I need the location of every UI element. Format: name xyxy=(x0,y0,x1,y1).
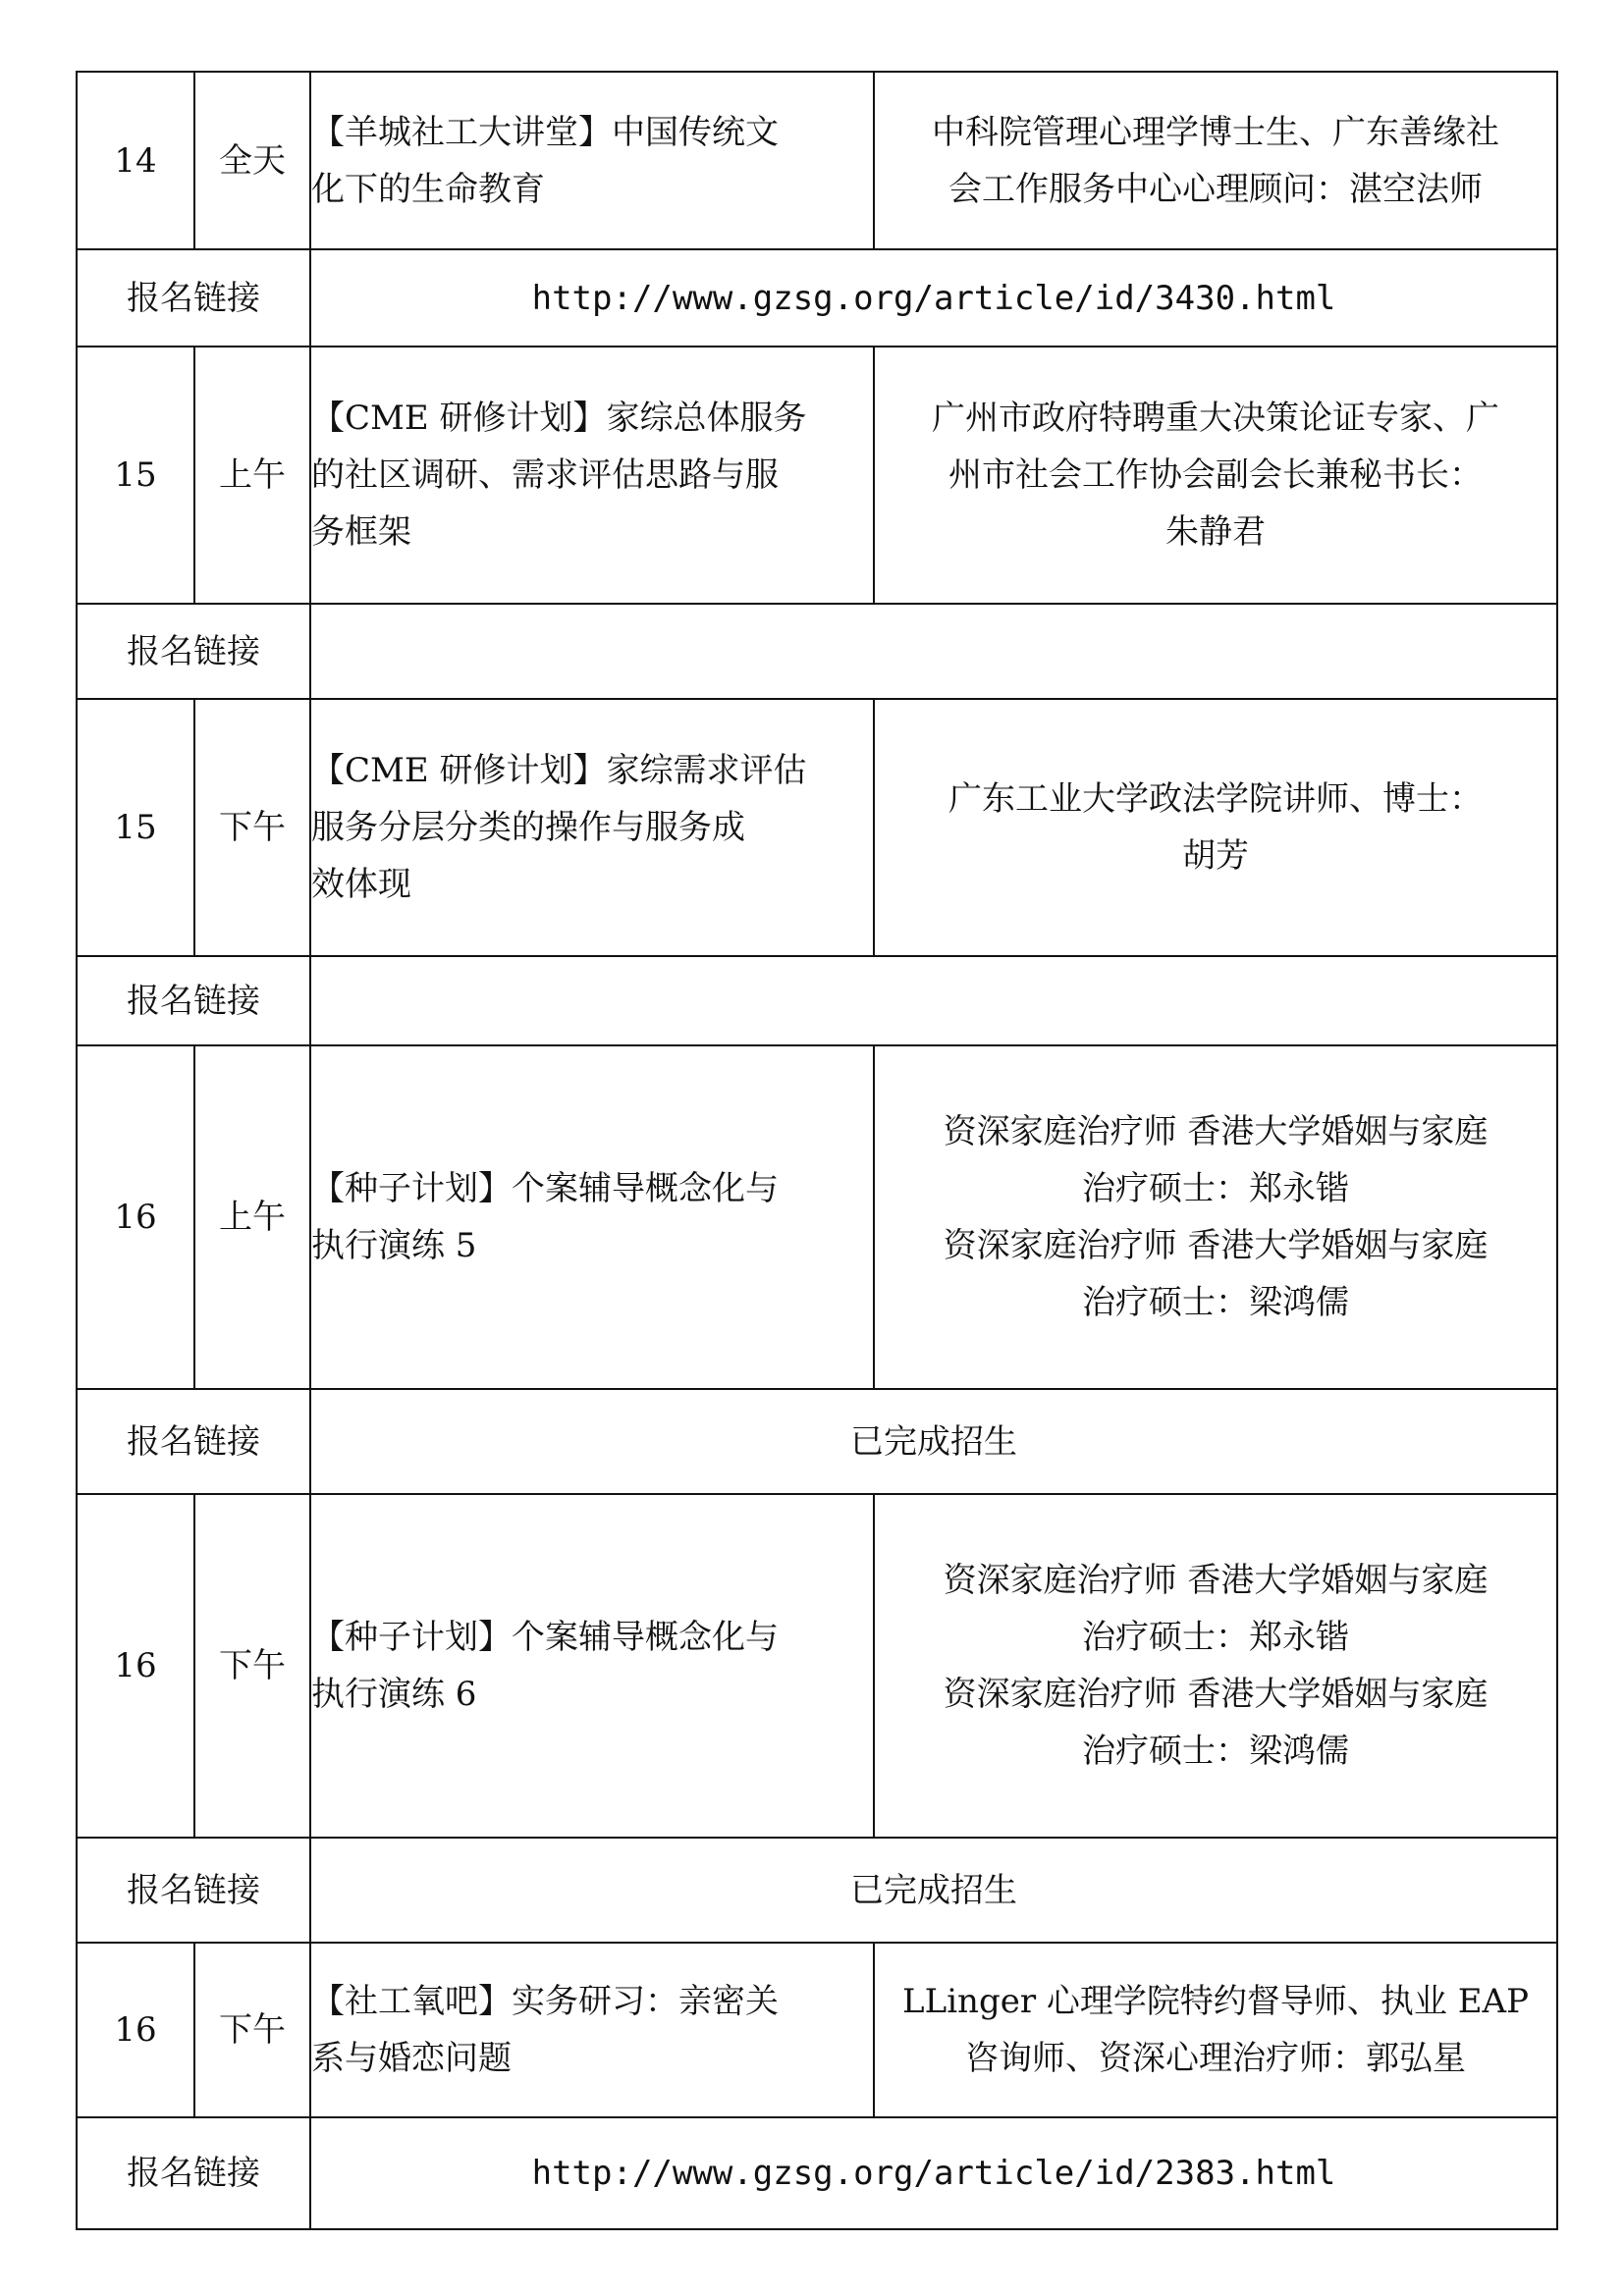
speaker-line: 咨询师、资深心理治疗师：郭弘星 xyxy=(965,2039,1466,2078)
session-row xyxy=(77,347,1557,604)
session-title xyxy=(310,699,874,956)
registration-link[interactable]: http://www.gzsg.org/article/id/3430.html xyxy=(310,249,1557,347)
title-line: 的社区调研、需求评估思路与服 xyxy=(311,455,779,495)
session-speaker xyxy=(874,72,1557,249)
session-day: 16 xyxy=(77,1494,194,1838)
speaker-line: 治疗硕士：梁鸿儒 xyxy=(1082,1732,1349,1771)
title-line: 执行演练 5 xyxy=(311,1226,477,1265)
session-day: 15 xyxy=(77,347,194,604)
link-row xyxy=(77,2117,1557,2229)
session-row xyxy=(77,1494,1557,1838)
session-speaker xyxy=(874,347,1557,604)
registration-status: 已完成招生 xyxy=(310,1389,1557,1494)
session-time: 上午 xyxy=(194,1045,310,1389)
speaker-line: 州市社会工作协会副会长兼秘书长： xyxy=(948,455,1483,495)
session-title xyxy=(310,72,874,249)
title-line: 系与婚恋问题 xyxy=(311,2039,512,2078)
speaker-line: 治疗硕士：郑永锴 xyxy=(1082,1618,1349,1657)
session-title xyxy=(310,1943,874,2117)
link-row xyxy=(77,956,1557,1045)
link-label: 报名链接 xyxy=(77,249,310,347)
link-label: 报名链接 xyxy=(77,604,310,699)
session-day: 14 xyxy=(77,72,194,249)
registration-status: 已完成招生 xyxy=(310,1838,1557,1943)
registration-link[interactable] xyxy=(310,604,1557,699)
speaker-line: LLinger 心理学院特约督导师、执业 EAP xyxy=(902,1982,1529,2021)
title-line: 服务分层分类的操作与服务成 xyxy=(311,808,745,847)
title-line: 【种子计划】个案辅导概念化与 xyxy=(311,1618,779,1657)
link-row xyxy=(77,249,1557,347)
session-row xyxy=(77,72,1557,249)
session-time: 下午 xyxy=(194,1943,310,2117)
session-speaker xyxy=(874,699,1557,956)
speaker-line: 资深家庭治疗师 香港大学婚姻与家庭 xyxy=(943,1226,1489,1265)
speaker-line: 治疗硕士：郑永锴 xyxy=(1082,1169,1349,1208)
speaker-line: 广东工业大学政法学院讲师、博士： xyxy=(948,779,1483,819)
title-line: 【CME 研修计划】家综需求评估 xyxy=(311,751,807,790)
session-speaker xyxy=(874,1045,1557,1389)
session-row xyxy=(77,1943,1557,2117)
session-title xyxy=(310,347,874,604)
title-line: 务框架 xyxy=(311,512,411,552)
session-row xyxy=(77,699,1557,956)
title-line: 【羊城社工大讲堂】中国传统文 xyxy=(311,112,779,152)
link-row xyxy=(77,1389,1557,1494)
session-day: 15 xyxy=(77,699,194,956)
link-label: 报名链接 xyxy=(77,956,310,1045)
link-row xyxy=(77,1838,1557,1943)
speaker-line: 资深家庭治疗师 香港大学婚姻与家庭 xyxy=(943,1112,1489,1151)
schedule-table xyxy=(76,71,1558,2230)
link-label: 报名链接 xyxy=(77,1389,310,1494)
speaker-line: 资深家庭治疗师 香港大学婚姻与家庭 xyxy=(943,1675,1489,1714)
session-row xyxy=(77,1045,1557,1389)
session-speaker xyxy=(874,1943,1557,2117)
speaker-line: 资深家庭治疗师 香港大学婚姻与家庭 xyxy=(943,1561,1489,1600)
speaker-line: 胡芳 xyxy=(1182,836,1249,876)
speaker-line: 治疗硕士：梁鸿儒 xyxy=(1082,1283,1349,1322)
link-label: 报名链接 xyxy=(77,1838,310,1943)
registration-link[interactable] xyxy=(310,956,1557,1045)
session-title xyxy=(310,1494,874,1838)
title-line: 效体现 xyxy=(311,865,411,904)
link-row xyxy=(77,604,1557,699)
speaker-line: 广州市政府特聘重大决策论证专家、广 xyxy=(932,399,1499,438)
title-line: 【CME 研修计划】家综总体服务 xyxy=(311,399,807,438)
title-line: 【种子计划】个案辅导概念化与 xyxy=(311,1169,779,1208)
title-line: 【社工氧吧】实务研习：亲密关 xyxy=(311,1982,779,2021)
session-time: 下午 xyxy=(194,699,310,956)
session-day: 16 xyxy=(77,1045,194,1389)
speaker-line: 中科院管理心理学博士生、广东善缘社 xyxy=(932,112,1499,152)
speaker-line: 会工作服务中心心理顾问：湛空法师 xyxy=(948,169,1483,209)
session-speaker xyxy=(874,1494,1557,1838)
speaker-line: 朱静君 xyxy=(1165,512,1266,552)
session-day: 16 xyxy=(77,1943,194,2117)
registration-link[interactable]: http://www.gzsg.org/article/id/2383.html xyxy=(310,2117,1557,2229)
title-line: 执行演练 6 xyxy=(311,1675,477,1714)
session-time: 全天 xyxy=(194,72,310,249)
session-time: 上午 xyxy=(194,347,310,604)
session-title xyxy=(310,1045,874,1389)
title-line: 化下的生命教育 xyxy=(311,169,545,209)
session-time: 下午 xyxy=(194,1494,310,1838)
link-label: 报名链接 xyxy=(77,2117,310,2229)
